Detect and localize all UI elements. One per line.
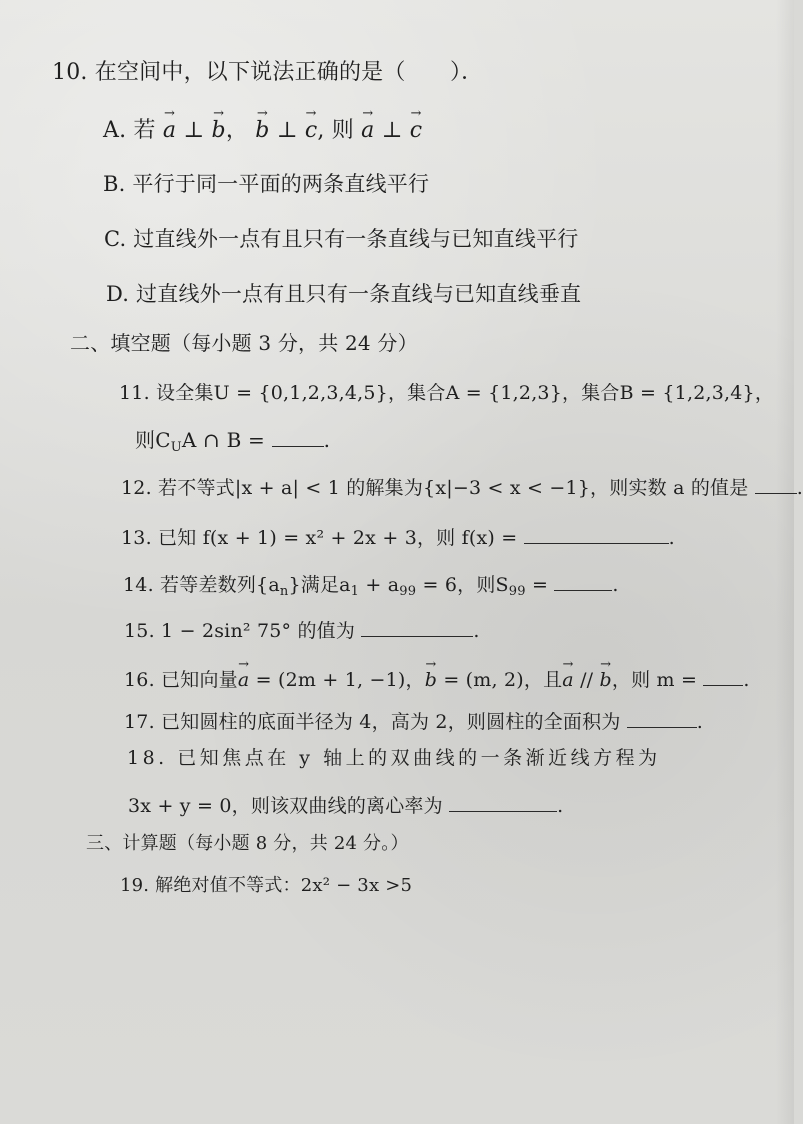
vector-b-value: = (m, 2)，且: [437, 669, 563, 691]
answer-blank-11[interactable]: [272, 428, 324, 447]
question-17-text: 17. 已知圆柱的底面半径为 4，高为 2，则圆柱的全面积为: [124, 711, 621, 733]
question-15-text: 15. 1 − 2sin² 75° 的值为: [124, 620, 356, 642]
subscript-1: 1: [350, 584, 360, 599]
question-10-option-d: D. 过直线外一点有且只有一条直线与已知直线垂直: [106, 282, 582, 306]
question-12: [121, 475, 803, 498]
perp-symbol-conclusion: ⊥: [381, 118, 403, 143]
question-18-line-2: [128, 793, 563, 816]
option-a-then: , 则: [317, 118, 354, 143]
question-10-stem: 10. 在空间中，以下说法正确的是（ ）．: [52, 60, 484, 85]
vector-c-conclusion: → c: [410, 118, 423, 142]
answer-blank-15[interactable]: [361, 618, 473, 637]
answer-blank-16[interactable]: [703, 667, 743, 686]
question-14-part-5: =: [525, 574, 549, 596]
complement-expression: A ∩ B =: [181, 428, 265, 452]
vector-b-parallel: → b: [600, 669, 612, 690]
vector-a-value: = (2m + 1, −1)，: [249, 669, 425, 691]
scan-edge-shadow: [776, 0, 794, 1124]
question-16-ask: ，则 m =: [611, 669, 698, 691]
vector-a-conclusion: → a: [361, 118, 374, 142]
period-11: .: [323, 428, 331, 452]
vector-a-parallel: → a: [562, 669, 574, 690]
period-13: .: [668, 527, 675, 549]
vector-a-q16: → a: [238, 669, 250, 690]
subscript-99: 99: [399, 584, 417, 599]
question-18-line-1: 18. 已知焦点在 y 轴上的双曲线的一条渐近线方程为: [127, 747, 661, 769]
question-12-text: 12. 若不等式|x + a| < 1 的解集为{x|−3 < x < −1}，则实数 a 的值是: [121, 477, 749, 499]
answer-blank-18[interactable]: [449, 793, 557, 812]
period-15: .: [473, 620, 480, 642]
subscript-99-sum: 99: [508, 584, 526, 599]
parallel-symbol: //: [573, 669, 600, 691]
question-14: [123, 572, 619, 598]
vector-b-second: → b: [255, 118, 269, 142]
question-10-option-c: C. 过直线外一点有且只有一条直线与已知直线平行: [104, 227, 579, 251]
section-fill-in-title: 二、填空题（每小题 3 分，共 24 分）: [70, 331, 418, 355]
question-10-option-b: B. 平行于同一平面的两条直线平行: [103, 172, 430, 196]
question-14-part-1: 14. 若等差数列{a: [123, 574, 280, 596]
vector-a: → a: [163, 118, 176, 142]
question-13: [121, 525, 675, 548]
question-16: [124, 667, 750, 690]
question-14-part-2: }满足a: [288, 574, 351, 596]
question-16-prefix: 16. 已知向量: [124, 669, 238, 691]
section-calculation-title: 三、计算题（每小题 8 分，共 24 分。）: [86, 833, 409, 854]
comma: ，: [225, 118, 249, 143]
option-a-prefix: A. 若: [103, 118, 156, 143]
period-12: .: [796, 477, 803, 499]
answer-blank-17[interactable]: [627, 709, 697, 728]
vector-b: → b: [212, 118, 226, 142]
perp-symbol: ⊥: [183, 118, 205, 143]
question-14-part-3: + a: [359, 574, 400, 596]
period-16: .: [743, 669, 750, 691]
question-17: [124, 709, 703, 732]
vector-c: → c: [305, 118, 318, 142]
question-18-text: 3x + y = 0，则该双曲线的离心率为: [128, 795, 443, 817]
period-14: .: [612, 574, 619, 596]
complement-subscript: U: [170, 440, 182, 455]
answer-blank-14[interactable]: [554, 572, 612, 591]
perp-symbol-second: ⊥: [276, 118, 298, 143]
question-15: [124, 618, 480, 641]
complement-label: 则C: [135, 428, 171, 452]
period-17: .: [696, 711, 704, 733]
period-18: .: [557, 795, 564, 817]
question-10-option-a: [103, 118, 422, 142]
question-11-line-2: [135, 428, 330, 454]
question-19: 19. 解绝对值不等式：2x² − 3x >5: [120, 875, 413, 896]
question-14-part-4: = 6，则S: [416, 574, 509, 596]
question-11-line-1: 11. 设全集U = {0,1,2,3,4,5}，集合A = {1,2,3}，集合B = {1,2,3,4}，: [119, 382, 775, 404]
question-13-text: 13. 已知 f(x + 1) = x² + 2x + 3，则 f(x) =: [121, 527, 518, 549]
vector-b-q16: → b: [425, 669, 437, 690]
answer-blank-13[interactable]: [524, 525, 669, 544]
subscript-n: n: [279, 584, 289, 599]
